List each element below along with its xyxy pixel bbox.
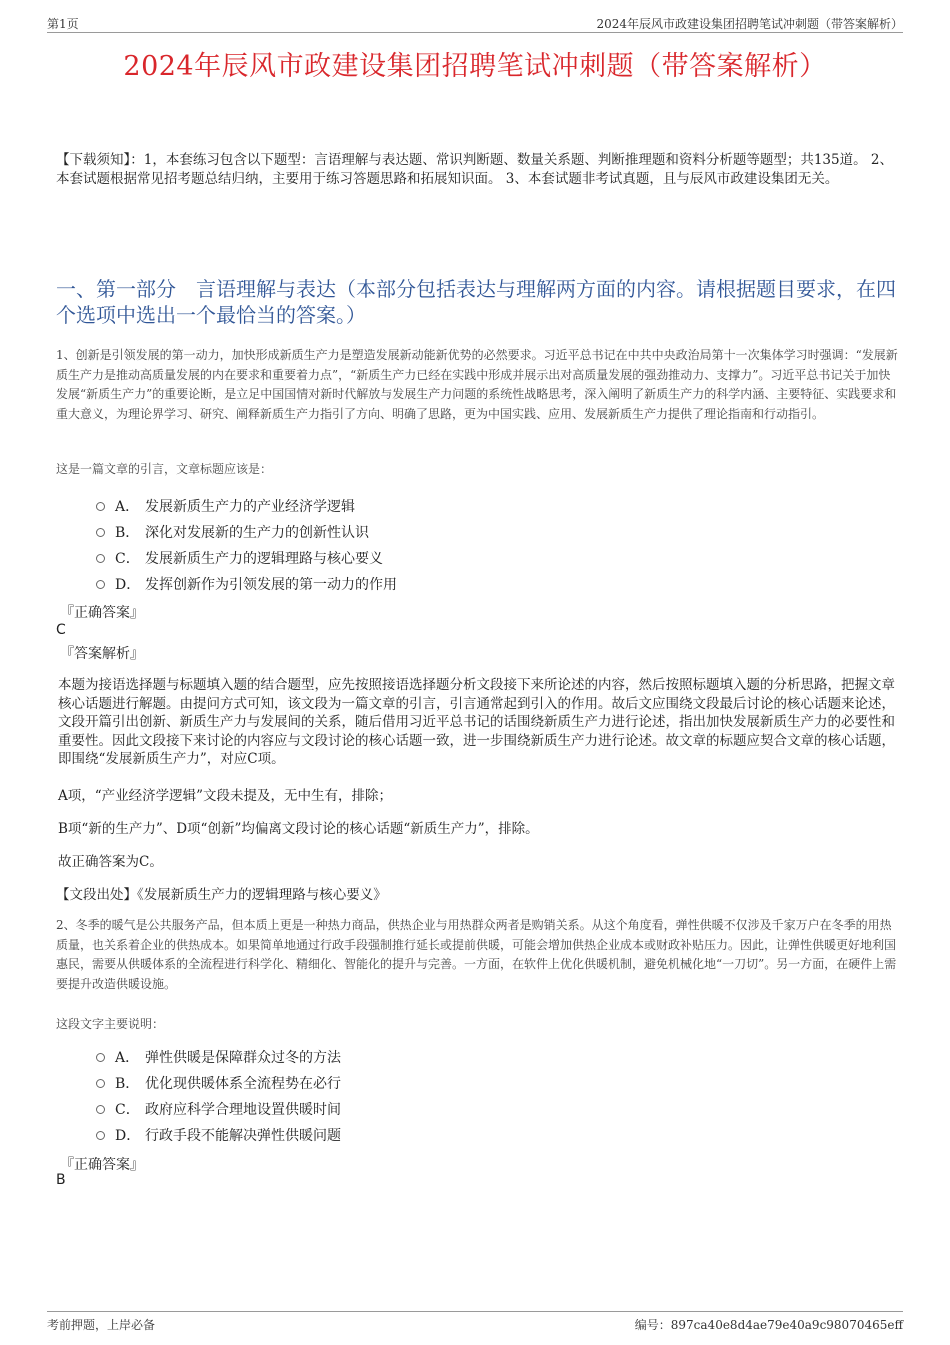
page-footer xyxy=(47,1311,903,1334)
question-2-option-c[interactable]: C． 政府应科学合理地设置供暖时间 xyxy=(96,1099,341,1119)
question-1-answer: C xyxy=(56,622,66,638)
question-1-analysis-label: 『答案解析』 xyxy=(60,646,144,662)
radio-icon[interactable] xyxy=(96,580,105,589)
page-header xyxy=(47,14,903,33)
question-1-analysis-a: A项，“产业经济学逻辑”文段未提及，无中生有，排除； xyxy=(58,788,393,804)
radio-icon[interactable] xyxy=(96,528,105,537)
page-number: 第1页 xyxy=(47,17,79,31)
question-1-conclusion: 故正确答案为C。 xyxy=(58,854,163,870)
question-1-prompt: 这是一篇文章的引言，文章标题应该是： xyxy=(56,462,273,476)
question-2-prompt: 这段文字主要说明： xyxy=(56,1017,165,1031)
question-1-option-d[interactable]: D． 发挥创新作为引领发展的第一动力的作用 xyxy=(96,574,397,594)
question-1-analysis: 本题为接语选择题与标题填入题的结合题型，应先按照接语选择题分析文段接下来所论述的内容，然后按照标题填入题的分析思路，把握文章核心话题进行解题。由提问方式可知，该文段为一篇文章的引言，引言通常起到引入的作用。故后文应围绕文段最后讨论的核心话题来论述，文段开篇引出创新、新质生产力与发展间的关系，随后借用习近平总书记的话围绕新质生产力进行论述，指出加快发展新质生产力的必要性和重要性。因此文段接下来讨论的内容应与文段讨论的核心话题一致，进一步围绕新质生产力进行论述。故文章的标题应契合文章的核心话题，即围绕“发展新质生产力”，对应C项。 xyxy=(58,677,895,767)
radio-icon[interactable] xyxy=(96,1105,105,1114)
question-1-option-b[interactable]: B． 深化对发展新的生产力的创新性认识 xyxy=(96,522,369,542)
page-title: 2024年辰风市政建设集团招聘笔试冲刺题（带答案解析） xyxy=(123,51,827,82)
radio-icon[interactable] xyxy=(96,554,105,563)
question-1-answer-label: 『正确答案』 xyxy=(60,605,144,621)
radio-icon[interactable] xyxy=(96,1079,105,1088)
question-1-option-c[interactable]: C． 发展新质生产力的逻辑理路与核心要义 xyxy=(96,548,383,568)
question-2-option-b[interactable]: B． 优化现供暖体系全流程势在必行 xyxy=(96,1073,341,1093)
radio-icon[interactable] xyxy=(96,1131,105,1140)
section-title: 一、第一部分 言语理解与表达（本部分包括表达与理解两方面的内容。请根据题目要求，在四个选项中选出一个最恰当的答案。） xyxy=(56,277,896,327)
question-2-option-a[interactable]: A． 弹性供暖是保障群众过冬的方法 xyxy=(96,1047,341,1067)
download-notice: 【下载须知】：1，本套练习包含以下题型：言语理解与表达题、常识判断题、数量关系题、判断推理题和资料分析题等题型；共135道。 2、本套试题根据常见招考题总结归纳，主要用于练习答题思路和拓展知识面。 3、本套试题非考试真题，且与辰风市政建设集团无关。 xyxy=(56,152,893,187)
question-2-answer: B xyxy=(56,1172,66,1188)
question-1-text: 1、创新是引领发展的第一动力，加快形成新质生产力是塑造发展新动能新优势的必然要求。习近平总书记在中共中央政治局第十一次集体学习时强调：“发展新质生产力是推动高质量发展的内在要求和重要着力点”，“新质生产力已经在实践中形成并展示出对高质量发展的强劲推动力、支撑力”。习近平总书记关于加快发展“新质生产力”的重要论断，是立足中国国情对新时代解放与发展生产力问题的系统性战略思考，深入阐明了新质生产力的科学内涵、主要特征、实践要求和重大意义，为理论界学习、研究、阐释新质生产力指引了方向、明确了思路，更为中国实践、应用、发展新质生产力提供了理论指南和行动指引。 xyxy=(56,348,898,421)
question-2-text: 2、冬季的暖气是公共服务产品，但本质上更是一种热力商品，供热企业与用热群众两者是购销关系。从这个角度看，弹性供暖不仅涉及千家万户在冬季的用热质量，也关系着企业的供热成本。如果简单地通过行政手段强制推行延长或提前供暖，可能会增加供热企业成本或财政补贴压力。因此，让弹性供暖更好地利国惠民，需要从供暖体系的全流程进行科学化、精细化、智能化的提升与完善。一方面，在软件上优化供暖机制，避免机械化地“一刀切”。另一方面，在硬件上需要提升改造供暖设施。 xyxy=(56,918,897,991)
question-1-analysis-b: B项“新的生产力”、D项“创新”均偏离文段讨论的核心话题“新质生产力”，排除。 xyxy=(58,821,539,837)
question-2-option-d[interactable]: D． 行政手段不能解决弹性供暖问题 xyxy=(96,1125,341,1145)
footer-doc-id: 编号：897ca40e8d4ae79e40a9c98070465eff xyxy=(634,1318,903,1332)
footer-slogan: 考前押题，上岸必备 xyxy=(47,1318,156,1332)
radio-icon[interactable] xyxy=(96,502,105,511)
question-1-source: 【文段出处】《发展新质生产力的逻辑理路与核心要义》 xyxy=(56,887,387,903)
question-2-answer-label: 『正确答案』 xyxy=(60,1157,144,1173)
header-doc-title: 2024年辰风市政建设集团招聘笔试冲刺题（带答案解析） xyxy=(596,17,903,31)
question-1-option-a[interactable]: A． 发展新质生产力的产业经济学逻辑 xyxy=(96,496,355,516)
radio-icon[interactable] xyxy=(96,1053,105,1062)
